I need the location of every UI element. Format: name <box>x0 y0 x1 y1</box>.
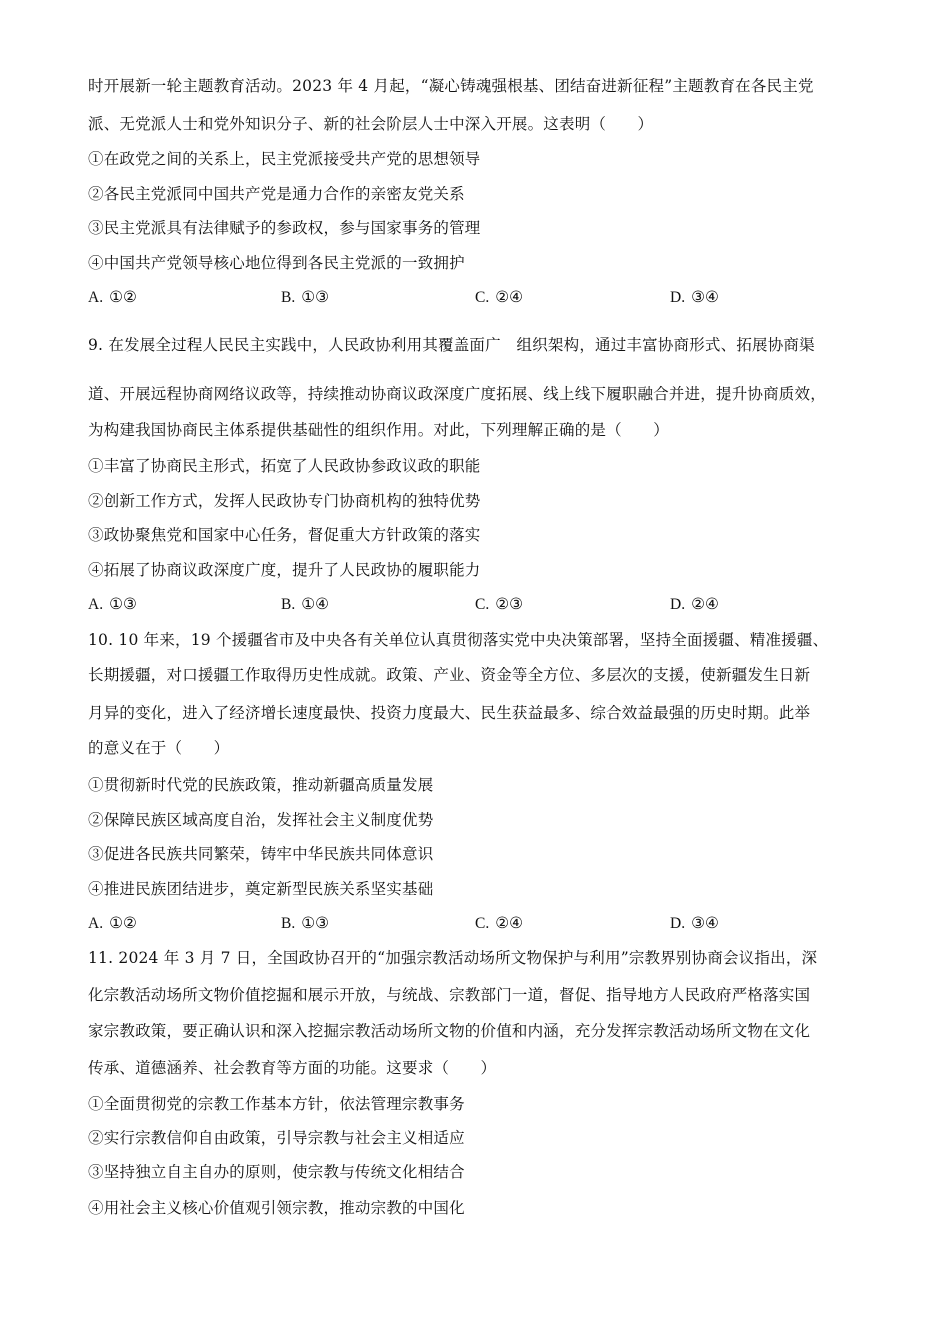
q9-option-1: ①丰富了协商民主形式，拓宽了人民政协参政议政的职能 <box>88 457 481 475</box>
choice-text: ②④ <box>691 595 719 613</box>
choice-letter: D. <box>670 289 686 306</box>
q9-choice-c <box>475 594 523 615</box>
q8-choice-c <box>475 287 523 308</box>
choice-text: ①③ <box>301 914 330 932</box>
choice-text: ②③ <box>495 595 524 613</box>
q9-option-3: ③政协聚焦党和国家中心任务，督促重大方针政策的落实 <box>88 526 481 544</box>
q9-stem-line-1: 9. 在发展全过程人民民主实践中，人民政协利用其覆盖面广 组织架构，通过丰富协商形式、拓展协商渠 <box>88 336 815 354</box>
choice-letter: C. <box>475 289 490 306</box>
q11-option-1: ①全面贯彻党的宗教工作基本方针，依法管理宗教事务 <box>88 1095 465 1113</box>
q10-stem-line-3: 月异的变化，进入了经济增长速度最快、投资力度最大、民生获益最多、综合效益最强的历史时期。此举 <box>88 704 811 722</box>
q9-option-2: ②创新工作方式，发挥人民政协专门协商机构的独特优势 <box>88 492 481 510</box>
choice-letter: B. <box>281 915 296 932</box>
choice-text: ②④ <box>495 914 524 932</box>
q8-option-2: ②各民主党派同中国共产党是通力合作的亲密友党关系 <box>88 185 465 203</box>
q9-choices <box>88 594 868 614</box>
q11-stem-line-3: 家宗教政策，要正确认识和深入挖掘宗教活动场所文物的价值和内涵，充分发挥宗教活动场所文物在文化 <box>88 1022 811 1040</box>
q11-option-4: ④用社会主义核心价值观引领宗教，推动宗教的中国化 <box>88 1199 465 1217</box>
q10-stem-line-2: 长期援疆，对口援疆工作取得历史性成就。政策、产业、资金等全方位、多层次的支援，使新疆发生日新 <box>88 666 811 684</box>
choice-letter: B. <box>281 596 296 613</box>
choice-text: ③④ <box>691 288 719 306</box>
choice-letter: A. <box>88 596 104 613</box>
q10-choice-a <box>88 913 137 934</box>
q8-choice-a <box>88 287 137 308</box>
q11-stem-line-2: 化宗教活动场所文物价值挖掘和展示开放，与统战、宗教部门一道，督促、指导地方人民政府严格落实国 <box>88 986 811 1004</box>
choice-letter: C. <box>475 596 490 613</box>
choice-text: ②④ <box>495 288 524 306</box>
q10-choices <box>88 913 868 933</box>
q11-option-2: ②实行宗教信仰自由政策，引导宗教与社会主义相适应 <box>88 1129 465 1147</box>
q9-option-4: ④拓展了协商议政深度广度，提升了人民政协的履职能力 <box>88 561 481 579</box>
choice-text: ①③ <box>109 595 137 613</box>
q9-stem-line-3: 为构建我国协商民主体系提供基础性的组织作用。对此，下列理解正确的是（ ） <box>88 421 669 439</box>
q11-option-3: ③坚持独立自主自办的原则，使宗教与传统文化相结合 <box>88 1163 465 1181</box>
q8-option-1: ①在政党之间的关系上，民主党派接受共产党的思想领导 <box>88 150 481 168</box>
q8-choice-b <box>281 287 329 308</box>
choice-letter: C. <box>475 915 490 932</box>
q10-option-1: ①贯彻新时代党的民族政策，推动新疆高质量发展 <box>88 776 434 794</box>
q10-option-4: ④推进民族团结进步，奠定新型民族关系坚实基础 <box>88 880 434 898</box>
choice-text: ①② <box>109 288 137 306</box>
choice-text: ①③ <box>301 288 330 306</box>
q9-stem-line-2: 道、开展远程协商网络议政等，持续推动协商议政深度广度拓展、线上线下履职融合并进，提升协商质效， <box>88 385 826 403</box>
choice-text: ①④ <box>301 595 330 613</box>
choice-letter: B. <box>281 289 296 306</box>
choice-letter: A. <box>88 289 104 306</box>
q10-stem-line-4: 的意义在于（ ） <box>88 739 230 757</box>
choice-text: ③④ <box>691 914 719 932</box>
q9-choice-a <box>88 594 137 615</box>
choice-letter: D. <box>670 915 686 932</box>
q10-choice-b <box>281 913 329 934</box>
q8-choice-d <box>670 287 719 308</box>
q8-option-4: ④中国共产党领导核心地位得到各民主党派的一致拥护 <box>88 254 465 272</box>
q10-choice-c <box>475 913 523 934</box>
choice-letter: A. <box>88 915 104 932</box>
q10-option-3: ③促进各民族共同繁荣，铸牢中华民族共同体意识 <box>88 845 434 863</box>
q9-choice-d <box>670 594 719 615</box>
q10-stem-line-1: 10. 10 年来，19 个援疆省市及中央各有关单位认真贯彻落实党中央决策部署，坚持全面援疆、精准援疆、 <box>88 631 829 649</box>
q8-stem-line-2: 派、无党派人士和党外知识分子、新的社会阶层人士中深入开展。这表明（ ） <box>88 115 654 133</box>
q9-choice-b <box>281 594 329 615</box>
q8-stem-line-1: 时开展新一轮主题教育活动。2023 年 4 月起，“凝心铸魂强根基、团结奋进新征程”主题教育在各民主党 <box>88 77 814 95</box>
choice-text: ①② <box>109 914 137 932</box>
q10-option-2: ②保障民族区域高度自治，发挥社会主义制度优势 <box>88 811 434 829</box>
q10-choice-d <box>670 913 719 934</box>
q11-stem-line-4: 传承、道德涵养、社会教育等方面的功能。这要求（ ） <box>88 1059 497 1077</box>
choice-letter: D. <box>670 596 686 613</box>
q8-choices <box>88 287 868 307</box>
q11-stem-line-1: 11. 2024 年 3 月 7 日，全国政协召开的“加强宗教活动场所文物保护与利用”宗教界别协商会议指出，深 <box>88 949 818 967</box>
q8-option-3: ③民主党派具有法律赋予的参政权，参与国家事务的管理 <box>88 219 481 237</box>
